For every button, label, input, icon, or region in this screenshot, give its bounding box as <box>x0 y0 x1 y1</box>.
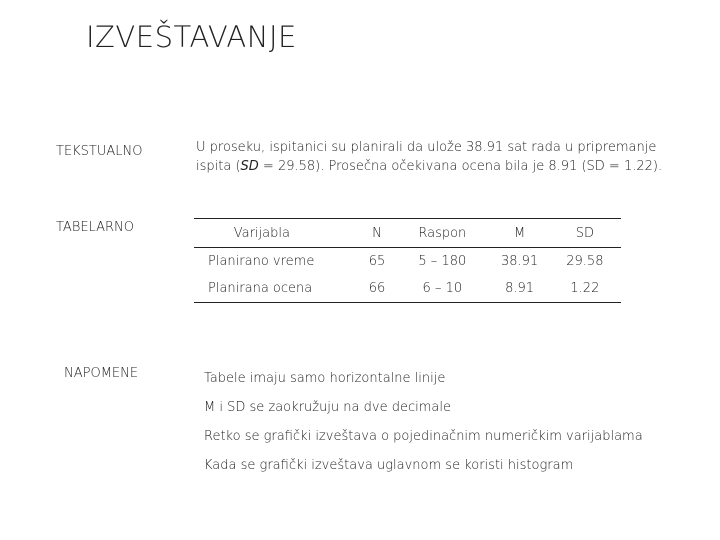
cell-range: 6 – 10 <box>422 281 463 296</box>
cell-range: 5 – 180 <box>418 254 467 269</box>
header-sd: SD <box>575 225 594 241</box>
cell-n: 65 <box>368 254 386 269</box>
cell-sd: 1.22 <box>570 281 600 296</box>
cell-n: 66 <box>368 281 386 296</box>
section-label-notes: NAPOMENE <box>64 366 139 381</box>
header-mean: M <box>513 225 526 241</box>
cell-sd: 29.58 <box>566 254 604 269</box>
table-row <box>194 248 621 276</box>
list-item: Kada se grafički izveštava uglavnom se koristi histogram <box>204 458 574 473</box>
list-item: Retko se grafički izveštava o pojedinačnim numeričkim varijablama <box>204 429 643 444</box>
header-range: Raspon <box>418 225 467 241</box>
list-item: Tabele imaju samo horizontalne linije <box>204 371 446 386</box>
table-header-row <box>194 219 621 248</box>
header-n: N <box>372 225 382 241</box>
paragraph-part-1: U proseku, ispitanici su planirali da ulože 38.91 sat rada u pripremanje ispita ( <box>196 140 657 174</box>
report-paragraph <box>196 138 686 176</box>
cell-variable: Planirana ocena <box>208 281 313 296</box>
table-row <box>194 275 621 303</box>
section-label-text: TEKSTUALNO <box>56 144 143 159</box>
cell-mean: 8.91 <box>505 281 535 296</box>
notes-list <box>204 366 643 482</box>
descriptive-stats-table <box>194 218 621 303</box>
paragraph-part-2: = 29.58). Prosečna očekivana ocena bila je 8.91 (SD = 1.22). <box>258 159 663 174</box>
cell-mean: 38.91 <box>500 254 539 269</box>
header-variable: Varijabla <box>233 225 290 241</box>
list-item: M i SD se zaokružuju na dve decimale <box>204 400 451 415</box>
cell-variable: Planirano vreme <box>208 254 315 269</box>
page-title: IZVEŠTAVANJE <box>86 20 297 54</box>
paragraph-sd-label: SD <box>240 159 259 174</box>
section-label-table: TABELARNO <box>56 220 134 235</box>
